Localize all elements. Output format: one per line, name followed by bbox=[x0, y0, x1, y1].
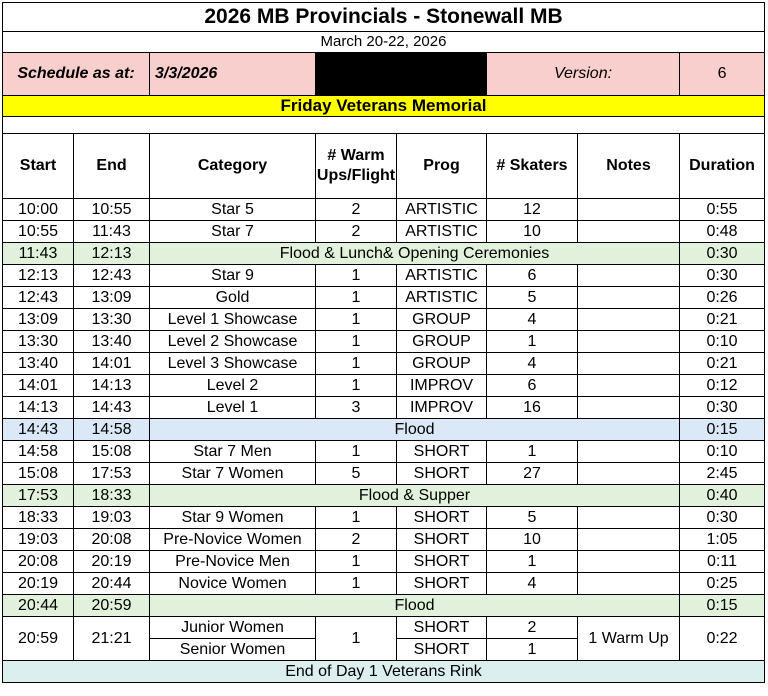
end-time: 20:44 bbox=[74, 573, 150, 595]
table-row bbox=[3, 353, 765, 375]
skaters-count: 6 bbox=[487, 265, 578, 287]
page-title: 2026 MB Provincials - Stonewall MB bbox=[3, 3, 765, 32]
category: Star 7 bbox=[150, 221, 316, 243]
table-row bbox=[3, 617, 765, 639]
duration: 0:55 bbox=[680, 199, 765, 221]
notes bbox=[578, 353, 680, 375]
skaters-count: 4 bbox=[487, 353, 578, 375]
notes bbox=[578, 309, 680, 331]
category: Level 2 bbox=[150, 375, 316, 397]
program: SHORT bbox=[397, 617, 487, 639]
program: GROUP bbox=[397, 331, 487, 353]
rink-title: Friday Veterans Memorial bbox=[3, 96, 765, 117]
program: ARTISTIC bbox=[397, 221, 487, 243]
start-time: 17:53 bbox=[3, 485, 74, 507]
warmups: 1 bbox=[316, 441, 397, 463]
duration: 0:10 bbox=[680, 441, 765, 463]
program: SHORT bbox=[397, 529, 487, 551]
table-row bbox=[3, 529, 765, 551]
header-prog: Prog bbox=[397, 134, 487, 199]
end-of-day-label: End of Day 1 Veterans Rink bbox=[3, 661, 765, 683]
start-time: 20:44 bbox=[3, 595, 74, 617]
end-time: 13:40 bbox=[74, 331, 150, 353]
table-row bbox=[3, 287, 765, 309]
start-time: 12:13 bbox=[3, 265, 74, 287]
table-row bbox=[3, 265, 765, 287]
start-time: 20:08 bbox=[3, 551, 74, 573]
warmups: 2 bbox=[316, 529, 397, 551]
end-time: 14:43 bbox=[74, 397, 150, 419]
notes bbox=[578, 551, 680, 573]
program: SHORT bbox=[397, 441, 487, 463]
start-time: 10:00 bbox=[3, 199, 74, 221]
break-row bbox=[3, 595, 765, 617]
duration: 0:25 bbox=[680, 573, 765, 595]
category: Pre-Novice Men bbox=[150, 551, 316, 573]
table-row bbox=[3, 551, 765, 573]
notes bbox=[578, 507, 680, 529]
program: ARTISTIC bbox=[397, 199, 487, 221]
skaters-count: 5 bbox=[487, 287, 578, 309]
warmups: 1 bbox=[316, 309, 397, 331]
notes bbox=[578, 265, 680, 287]
program: ARTISTIC bbox=[397, 265, 487, 287]
category: Gold bbox=[150, 287, 316, 309]
duration: 2:45 bbox=[680, 463, 765, 485]
notes bbox=[578, 199, 680, 221]
program: SHORT bbox=[397, 639, 487, 661]
start-time: 14:58 bbox=[3, 441, 74, 463]
end-time: 12:43 bbox=[74, 265, 150, 287]
skaters-count: 16 bbox=[487, 397, 578, 419]
break-label: Flood bbox=[150, 595, 680, 617]
end-time: 11:43 bbox=[74, 221, 150, 243]
duration: 0:12 bbox=[680, 375, 765, 397]
duration: 0:30 bbox=[680, 507, 765, 529]
skaters-count: 27 bbox=[487, 463, 578, 485]
category: Star 9 bbox=[150, 265, 316, 287]
warmups: 2 bbox=[316, 199, 397, 221]
notes bbox=[578, 287, 680, 309]
warmups: 1 bbox=[316, 617, 397, 661]
end-time: 21:21 bbox=[74, 617, 150, 661]
notes bbox=[578, 221, 680, 243]
header-category: Category bbox=[150, 134, 316, 199]
table-row bbox=[3, 397, 765, 419]
duration: 0:26 bbox=[680, 287, 765, 309]
start-time: 14:01 bbox=[3, 375, 74, 397]
header-skaters: # Skaters bbox=[487, 134, 578, 199]
start-time: 11:43 bbox=[3, 243, 74, 265]
category: Star 9 Women bbox=[150, 507, 316, 529]
notes bbox=[578, 397, 680, 419]
end-time: 14:13 bbox=[74, 375, 150, 397]
warmups: 1 bbox=[316, 573, 397, 595]
category: Level 2 Showcase bbox=[150, 331, 316, 353]
start-time: 10:55 bbox=[3, 221, 74, 243]
warmups: 1 bbox=[316, 353, 397, 375]
end-time: 18:33 bbox=[74, 485, 150, 507]
start-time: 18:33 bbox=[3, 507, 74, 529]
warmups: 1 bbox=[316, 287, 397, 309]
duration: 0:11 bbox=[680, 551, 765, 573]
skaters-count: 4 bbox=[487, 309, 578, 331]
program: SHORT bbox=[397, 573, 487, 595]
notes bbox=[578, 529, 680, 551]
end-time: 13:30 bbox=[74, 309, 150, 331]
notes: 1 Warm Up bbox=[578, 617, 680, 661]
duration: 0:30 bbox=[680, 265, 765, 287]
table-row bbox=[3, 221, 765, 243]
end-time: 19:03 bbox=[74, 507, 150, 529]
schedule-label: Schedule as at: bbox=[3, 53, 150, 96]
duration: 0:15 bbox=[680, 595, 765, 617]
header-row bbox=[3, 134, 765, 199]
category: Star 5 bbox=[150, 199, 316, 221]
category: Star 7 Men bbox=[150, 441, 316, 463]
end-time: 13:09 bbox=[74, 287, 150, 309]
skaters-count: 10 bbox=[487, 529, 578, 551]
duration: 0:30 bbox=[680, 397, 765, 419]
end-time: 15:08 bbox=[74, 441, 150, 463]
break-label: Flood & Supper bbox=[150, 485, 680, 507]
skaters-count: 1 bbox=[487, 551, 578, 573]
start-time: 15:08 bbox=[3, 463, 74, 485]
start-time: 20:59 bbox=[3, 617, 74, 661]
header-end: End bbox=[74, 134, 150, 199]
end-time: 20:08 bbox=[74, 529, 150, 551]
table-row bbox=[3, 309, 765, 331]
table-row bbox=[3, 331, 765, 353]
end-time: 14:58 bbox=[74, 419, 150, 441]
schedule-info-row bbox=[3, 53, 765, 96]
category: Level 3 Showcase bbox=[150, 353, 316, 375]
version-label: Version: bbox=[487, 53, 680, 96]
end-time: 20:19 bbox=[74, 551, 150, 573]
category: Star 7 Women bbox=[150, 463, 316, 485]
table-row bbox=[3, 463, 765, 485]
duration: 0:30 bbox=[680, 243, 765, 265]
header-duration: Duration bbox=[680, 134, 765, 199]
skaters-count: 5 bbox=[487, 507, 578, 529]
break-label: Flood bbox=[150, 419, 680, 441]
skaters-count: 1 bbox=[487, 331, 578, 353]
header-warmups: # Warm Ups/Flight bbox=[316, 134, 397, 199]
program: SHORT bbox=[397, 463, 487, 485]
schedule-table bbox=[2, 2, 765, 683]
warmups: 1 bbox=[316, 507, 397, 529]
start-time: 14:13 bbox=[3, 397, 74, 419]
notes bbox=[578, 331, 680, 353]
program: SHORT bbox=[397, 551, 487, 573]
schedule-sheet bbox=[2, 2, 764, 694]
duration: 0:10 bbox=[680, 331, 765, 353]
warmups: 1 bbox=[316, 375, 397, 397]
warmups: 1 bbox=[316, 331, 397, 353]
duration: 0:48 bbox=[680, 221, 765, 243]
start-time: 13:09 bbox=[3, 309, 74, 331]
duration: 0:22 bbox=[680, 617, 765, 661]
duration: 1:05 bbox=[680, 529, 765, 551]
category: Level 1 Showcase bbox=[150, 309, 316, 331]
program: IMPROV bbox=[397, 397, 487, 419]
program: IMPROV bbox=[397, 375, 487, 397]
version-value: 6 bbox=[680, 53, 765, 96]
skaters-count: 12 bbox=[487, 199, 578, 221]
category: Junior Women bbox=[150, 617, 316, 639]
skaters-count: 6 bbox=[487, 375, 578, 397]
program: GROUP bbox=[397, 309, 487, 331]
schedule-date: 3/3/2026 bbox=[150, 53, 316, 96]
break-row bbox=[3, 243, 765, 265]
notes bbox=[578, 375, 680, 397]
table-row bbox=[3, 199, 765, 221]
break-row bbox=[3, 485, 765, 507]
skaters-count: 10 bbox=[487, 221, 578, 243]
skaters-count: 1 bbox=[487, 639, 578, 661]
start-time: 12:43 bbox=[3, 287, 74, 309]
warmups: 1 bbox=[316, 265, 397, 287]
skaters-count: 2 bbox=[487, 617, 578, 639]
end-time: 17:53 bbox=[74, 463, 150, 485]
category: Senior Women bbox=[150, 639, 316, 661]
start-time: 19:03 bbox=[3, 529, 74, 551]
end-time: 20:59 bbox=[74, 595, 150, 617]
end-time: 12:13 bbox=[74, 243, 150, 265]
notes bbox=[578, 441, 680, 463]
program: ARTISTIC bbox=[397, 287, 487, 309]
event-dates: March 20-22, 2026 bbox=[3, 32, 765, 53]
duration: 0:40 bbox=[680, 485, 765, 507]
warmups: 1 bbox=[316, 551, 397, 573]
warmups: 5 bbox=[316, 463, 397, 485]
notes bbox=[578, 463, 680, 485]
end-time: 10:55 bbox=[74, 199, 150, 221]
table-row bbox=[3, 573, 765, 595]
category: Novice Women bbox=[150, 573, 316, 595]
break-row bbox=[3, 419, 765, 441]
table-row bbox=[3, 507, 765, 529]
start-time: 20:19 bbox=[3, 573, 74, 595]
skaters-count: 4 bbox=[487, 573, 578, 595]
notes bbox=[578, 573, 680, 595]
break-label: Flood & Lunch& Opening Ceremonies bbox=[150, 243, 680, 265]
start-time: 14:43 bbox=[3, 419, 74, 441]
table-row bbox=[3, 441, 765, 463]
warmups: 2 bbox=[316, 221, 397, 243]
skaters-count: 1 bbox=[487, 441, 578, 463]
end-time: 14:01 bbox=[74, 353, 150, 375]
header-start: Start bbox=[3, 134, 74, 199]
redacted-block bbox=[316, 53, 487, 96]
program: GROUP bbox=[397, 353, 487, 375]
category: Level 1 bbox=[150, 397, 316, 419]
category: Pre-Novice Women bbox=[150, 529, 316, 551]
warmups: 3 bbox=[316, 397, 397, 419]
header-notes: Notes bbox=[578, 134, 680, 199]
duration: 0:15 bbox=[680, 419, 765, 441]
program: SHORT bbox=[397, 507, 487, 529]
start-time: 13:30 bbox=[3, 331, 74, 353]
duration: 0:21 bbox=[680, 309, 765, 331]
table-row bbox=[3, 375, 765, 397]
start-time: 13:40 bbox=[3, 353, 74, 375]
duration: 0:21 bbox=[680, 353, 765, 375]
spacer-row bbox=[3, 117, 765, 134]
